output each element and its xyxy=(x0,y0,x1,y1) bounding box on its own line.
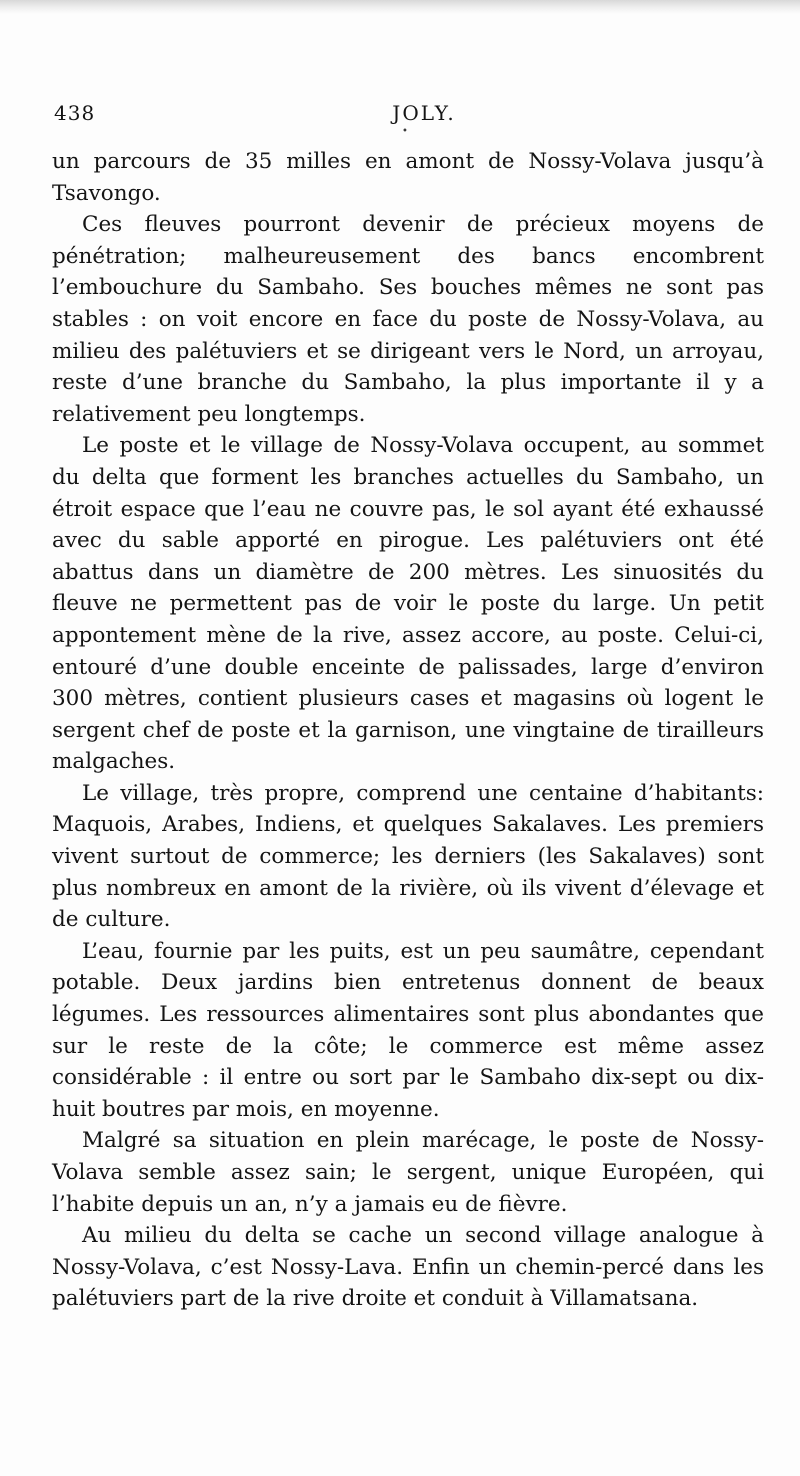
paragraph: Ces fleuves pourront devenir de précieux moyens de pénétration; malheureusement des bancs encombrent l’embouchure du Sambaho. Ses bouches mêmes ne sont pas stables : on voit encore en face du poste de Nossy-Volava, au milieu des palétuviers et se dirigeant vers le Nord, un arroyau, reste d’une branche du Sambaho, la plus importante il y a relativement peu longtemps. xyxy=(52,212,764,427)
paragraph: Le village, très propre, comprend une centaine d’habitants: Maquois, Arabes, Indiens, et quelques Sakalaves. Les premiers vivent surtout de commerce; les derniers (les Sakalaves) sont plus nombreux en amont de la rivière, où ils vivent d’élevage et de culture. xyxy=(52,780,764,933)
paragraph: Au milieu du delta se cache un second village analogue à Nossy-Volava, c’est Nossy-Lava. Enfin un chemin-percé dans les palétuviers part de la rive droite et conduit à Villamatsana. xyxy=(52,1223,764,1312)
paragraph: Malgré sa situation en plein marécage, le poste de Nossy-Volava semble assez sain; le sergent, unique Européen, qui l’habite depuis un an, n’y a jamais eu de fièvre. xyxy=(52,1128,764,1217)
page-number: 438 xyxy=(54,101,96,125)
scanned-page-edge xyxy=(0,0,800,14)
ink-speck-ornament: • xyxy=(402,126,408,137)
paragraph: L’eau, fournie par les puits, est un peu saumâtre, cependant potable. Deux jardins bien entretenus donnent de beaux légumes. Les ressources alimentaires sont plus abondantes que sur le reste de la côte; le commerce est même assez considérable : il entre ou sort par le Sambaho dix-sept ou dix-huit boutres par mois, en moyenne. xyxy=(52,938,764,1122)
body-text xyxy=(52,146,764,1315)
page-header xyxy=(54,101,760,129)
running-head: JOLY. xyxy=(392,101,456,125)
paragraph-continuation: un parcours de 35 milles en amont de Nossy-Volava jusqu’à Tsavongo. xyxy=(52,149,764,206)
paragraph: Le poste et le village de Nossy-Volava occupent, au sommet du delta que forment les branches actuelles du Sambaho, un étroit espace que l’eau ne couvre pas, le sol ayant été exhaussé avec du sable apporté en pirogue. Les palétuviers ont été abattus dans un diamètre de 200 mètres. Les sinuosités du fleuve ne permettent pas de voir le poste du large. Un petit appontement mène de la rive, assez accore, au poste. Celui-ci, entouré d’une double enceinte de palissades, large d’environ 300 mètres, contient plusieurs cases et magasins où logent le sergent chef de poste et la garnison, une vingtaine de tirailleurs malgaches. xyxy=(52,433,764,775)
